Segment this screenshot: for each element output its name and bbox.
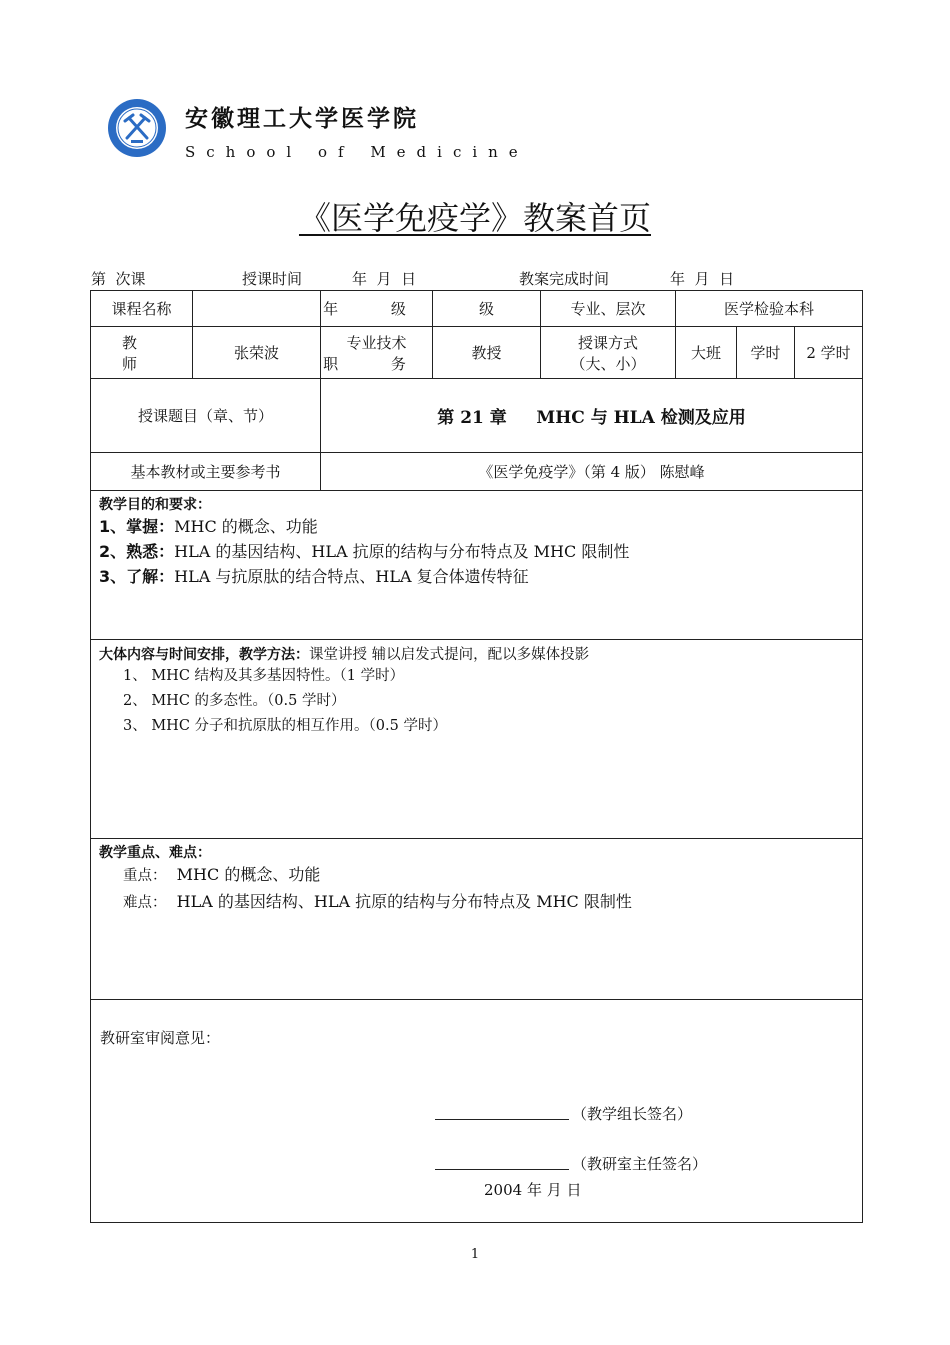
content-item: 3、 MHC 分子和抗原肽的相互作用。（0.5 学时） [123, 718, 447, 734]
keypoints-heading: 教学重点、难点： [99, 845, 211, 861]
hours-value: 2 学时 [795, 327, 863, 379]
school-name-cn: 安徽理工大学医学院 [185, 106, 419, 132]
mode-label: 授课方式 （大、小） [541, 327, 676, 379]
content-item: 2、 MHC 的多态性。（0.5 学时） [123, 693, 346, 709]
content-heading: 大体内容与时间安排，教学方法：课堂讲授 辅以启发式提问，配以多媒体投影 [99, 647, 590, 663]
page-number: 1 [470, 1247, 480, 1262]
teach-time-value: 年 月 日 [352, 270, 417, 288]
course-value [193, 291, 321, 327]
group-leader-signature-label: （教学组长签名） [572, 1105, 693, 1123]
school-name-en: School of Medicine [185, 143, 529, 161]
goal-item: 3、了解：HLA 与抗原肽的结合特点、HLA 复合体遗传特征 [99, 567, 529, 586]
teacher-value: 张荣波 [193, 327, 321, 379]
university-seal-icon [107, 98, 167, 158]
hard-point: 难点： HLA 的基因结构、HLA 抗原的结构与分布特点及 MHC 限制性 [123, 892, 632, 911]
mode-value: 大班 [676, 327, 737, 379]
major-value: 医学检验本科 [676, 291, 863, 327]
title-value: 教授 [433, 327, 541, 379]
textbook-label: 基本教材或主要参考书 [91, 453, 321, 491]
title-label: 专业技术 职 务 [321, 327, 433, 379]
review-date: 2004 年 月 日 [484, 1181, 582, 1199]
goals-heading: 教学目的和要求： [99, 497, 211, 513]
content-section [91, 640, 863, 839]
director-signature-line[interactable] [435, 1169, 569, 1170]
teach-time-label: 授课时间 [242, 270, 303, 288]
textbook-value: 《医学免疫学》（第 4 版） 陈慰峰 [321, 453, 863, 491]
topic-value: 第 21 章 MHC 与 HLA 检测及应用 [321, 379, 863, 453]
grade-label: 年 级 [321, 291, 433, 327]
review-label: 教研室审阅意见： [100, 1029, 221, 1047]
done-time-value: 年 月 日 [670, 270, 735, 288]
major-label: 专业、层次 [541, 291, 676, 327]
page-title: 《医学免疫学》教案首页 [298, 199, 651, 237]
done-time-label: 教案完成时间 [519, 270, 610, 288]
course-label: 课程名称 [91, 291, 193, 327]
goals-section [91, 491, 863, 640]
keypoints-section [91, 839, 863, 1000]
group-leader-signature-line[interactable] [435, 1119, 569, 1120]
teacher-label: 教 师 [91, 327, 193, 379]
hours-label: 学时 [737, 327, 795, 379]
lesson-number: 第 次课 [91, 270, 146, 288]
grade-value: 级 [433, 291, 541, 327]
content-item: 1、 MHC 结构及其多基因特性。（1 学时） [123, 668, 405, 684]
goal-item: 1、掌握：MHC 的概念、功能 [99, 517, 318, 536]
lesson-plan-table [90, 290, 863, 1223]
director-signature-label: （教研室主任签名） [572, 1155, 708, 1173]
key-point: 重点： MHC 的概念、功能 [123, 865, 321, 884]
topic-label: 授课题目（章、节） [91, 379, 321, 453]
goal-item: 2、熟悉：HLA 的基因结构、HLA 抗原的结构与分布特点及 MHC 限制性 [99, 542, 630, 561]
